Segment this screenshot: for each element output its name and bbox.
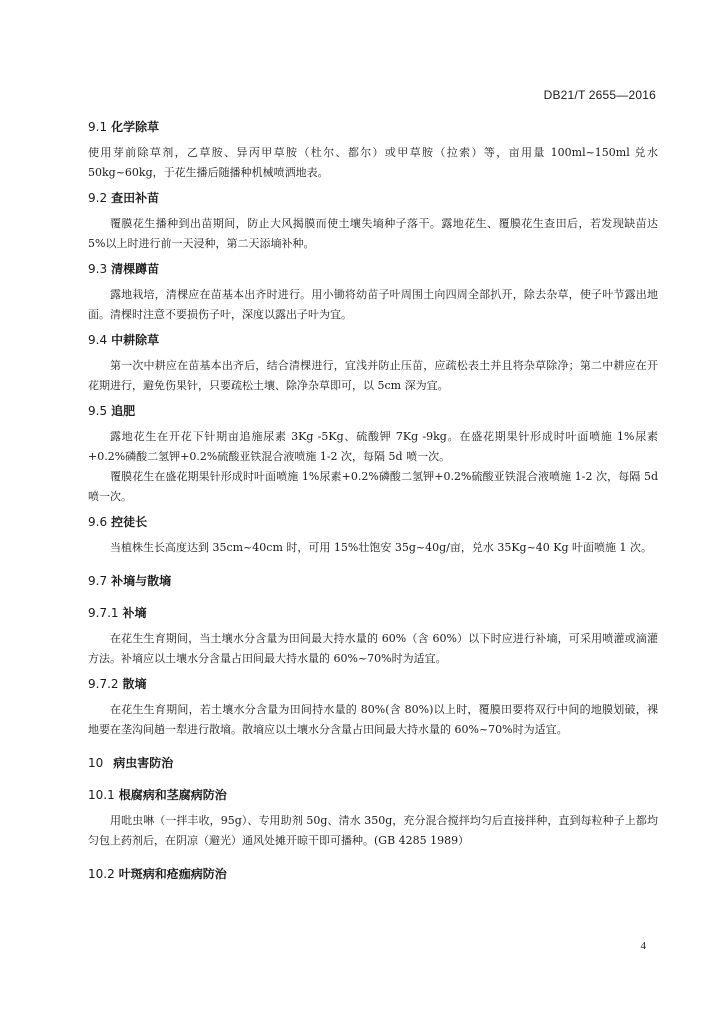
heading-10: 10 病虫害防治	[88, 756, 174, 770]
paragraph-9-3: 露地栽培，清棵应在苗基本出齐时进行。用小锄将幼苗子叶周围土向四周全部扒开，除去杂草，使子叶节露出地面。清棵时注意不要损伤子叶，深度以露出子叶为宜。	[88, 288, 658, 321]
heading-9-2: 9.2 查田补苗	[88, 191, 160, 205]
paragraph-9-7-1: 在花生生育期间，当土壤水分含量为田间最大持水量的 60%（含 60%）以下时应进行补墒，可采用喷灌或滴灌方法。补墒应以土壤水分含量占田间最大持水量的 60%~70%时为适宜。	[88, 632, 658, 665]
document-body	[88, 119, 658, 883]
paragraph-9-4: 第一次中耕应在苗基本出齐后，结合清棵进行，宜浅并防止压苗，应疏松表土并且将杂草除净；第二中耕应在开花期进行，避免伤果针，只要疏松土壤、除净杂草即可，以 5cm 深为宜。	[88, 359, 658, 392]
paragraph-9-1: 使用芽前除草剂，乙草胺、异丙甲草胺（杜尔、都尔）或甲草胺（拉索）等，亩用量 100ml~150ml 兑水 50kg~60kg，于花生播后随播种机械喷洒地表。	[88, 146, 658, 179]
paragraph-9-7-2: 在花生生育期间，若土壤水分含量为田间持水量的 80%(含 80%)以上时，覆膜田要将双行中间的地膜划破，裸地要在垄沟间趟一犁进行散墒。散墒应以土壤水分含量占田间最大持水量的 60%~70%时为适宜。	[88, 703, 658, 736]
paragraph-9-6: 当植株生长高度达到 35cm~40cm 时，可用 15%壮饱安 35g~40g/亩，兑水 35Kg~40 Kg 叶面喷施 1 次。	[110, 541, 653, 554]
paragraph-9-2: 覆膜花生播种到出苗期间，防止大风揭膜而使土壤失墒种子落干。露地花生、覆膜花生查田后，若发现缺苗达 5%以上时进行前一天浸种，第二天添墒补种。	[88, 217, 658, 250]
page-number: 4	[640, 940, 646, 952]
heading-9-7-2: 9.7.2 散墒	[88, 677, 147, 691]
heading-10-1: 10.1 根腐病和茎腐病防治	[88, 788, 227, 802]
paragraph-10-1: 用吡虫啉（一拌丰收，95g）、专用助剂 50g、清水 350g，充分混合搅拌均匀后直接拌种，直到每粒种子上都均匀包上药剂后，在阴凉（避光）通风处摊开晾干即可播种。(GB 4285 1989）	[88, 814, 658, 847]
heading-9-3: 9.3 清棵蹲苗	[88, 262, 160, 276]
heading-10-2: 10.2 叶斑病和疮痂病防治	[88, 867, 227, 881]
standard-code: DB21/T 2655—2016	[543, 88, 656, 102]
paragraph-9-5-b: 覆膜花生在盛花期果针形成时叶面喷施 1%尿素+0.2%磷酸二氢钾+0.2%硫酸亚铁混合液喷施 1-2 次，每隔 5d 喷一次。	[88, 470, 658, 503]
heading-9-4: 9.4 中耕除草	[88, 333, 160, 347]
heading-9-5: 9.5 追肥	[88, 404, 136, 418]
heading-9-1: 9.1 化学除草	[88, 120, 160, 134]
heading-9-7-1: 9.7.1 补墒	[88, 606, 147, 620]
heading-9-7: 9.7 补墒与散墒	[88, 574, 172, 588]
heading-9-6: 9.6 控徒长	[88, 515, 148, 529]
paragraph-9-5-a: 露地花生在开花下针期亩追施尿素 3Kg -5Kg、硫酸钾 7Kg -9kg。在盛花期果针形成时叶面喷施 1%尿素+0.2%磷酸二氢钾+0.2%硫酸亚铁混合液喷施 1-2 次，每隔 5d 喷一次。	[88, 430, 658, 463]
